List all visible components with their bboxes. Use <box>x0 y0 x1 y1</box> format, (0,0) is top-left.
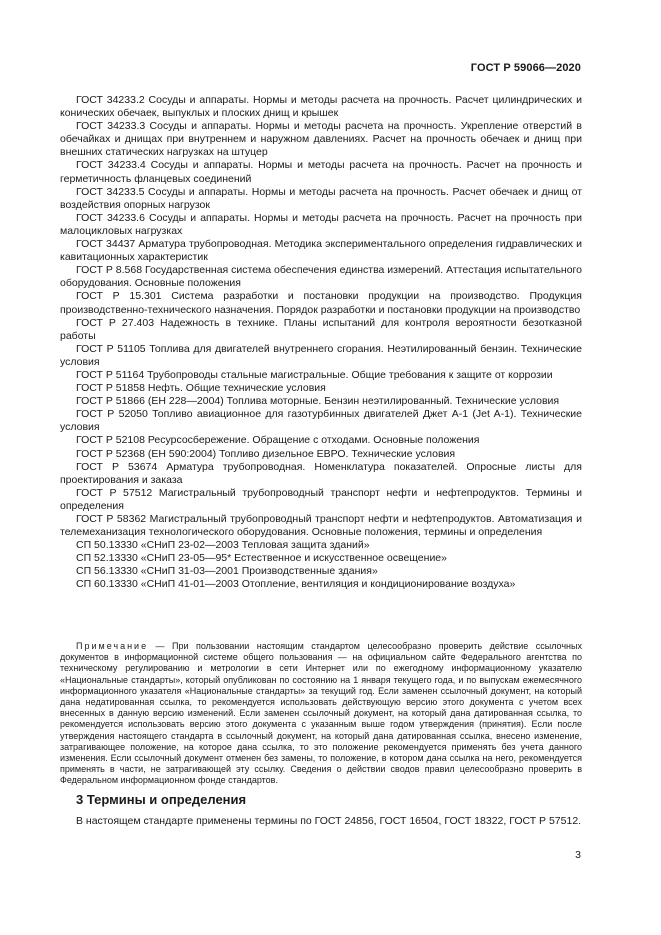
reference-item: ГОСТ Р 52108 Ресурсосбережение. Обращение с отходами. Основные положения <box>76 434 480 447</box>
note-text: — При пользовании настоящим стандартом целесообразно проверить действие ссылочных документов в информационной системе общего пользования — на официальном сайте Федерального агентства по техническому регулированию и метрологии в сети Интернет или по ежегодному информационному указателю «Национальные стандарты», который опубликован по состоянию на 1 января текущего года, и по выпускам ежемесячного информационного указателя «Национальные стандарты» за текущий год. Если заменен ссылочный документ, на который дана недатированная ссылка, то рекомендуется использовать действующую версию этого документа с учетом всех внесенных в данную версию изменений. Если заменен ссылочный документ, на который дана датированная ссылка, то рекомендуется использовать версию этого документа с указанным выше годом утверждения (принятия). Если после утверждения настоящего стандарта в ссылочный документ, на который дана датированная ссылка, внесено изменение, затрагивающее положение, на которое дана ссылка, то это положение рекомендуется применять без учета данного изменения. Если ссылочный документ отменен без замены, то положение, в котором дана ссылка на него, рекомендуется применять в части, не затрагивающей эту ссылку. Сведения о действии сводов правил целесообразно проверить в Федеральном информационном фонде стандартов. <box>60 641 582 786</box>
reference-item: ГОСТ Р 51164 Трубопроводы стальные магистральные. Общие требования к защите от коррозии <box>76 368 553 381</box>
section-body: В настоящем стандарте применены термины по ГОСТ 24856, ГОСТ 16504, ГОСТ 18322, ГОСТ Р 57512. <box>76 815 582 827</box>
page-number: 3 <box>575 849 581 861</box>
reference-item: ГОСТ Р 57512 Магистральный трубопроводный транспорт нефти и нефтепродуктов. Термины и определения <box>60 486 582 512</box>
reference-item: ГОСТ Р 8.568 Государственная система обеспечения единства измерений. Аттестация испытательного оборудования. Основные положения <box>60 264 582 290</box>
reference-item: ГОСТ Р 27.403 Надежность в технике. Планы испытаний для контроля вероятности безотказной работы <box>60 316 582 342</box>
reference-item: ГОСТ Р 15.301 Система разработки и постановки продукции на производство. Продукция производственно-технического назначения. Порядок разработки и постановки продукции на производство <box>60 290 582 316</box>
reference-item: ГОСТ Р 51105 Топлива для двигателей внутреннего сгорания. Неэтилированный бензин. Технические условия <box>60 342 582 368</box>
reference-item: ГОСТ Р 52050 Топливо авиационное для газотурбинных двигателей Джет А-1 (Jet A-1). Технические условия <box>60 408 582 434</box>
reference-item: ГОСТ 34233.5 Сосуды и аппараты. Нормы и методы расчета на прочность. Расчет обечаек и днищ от воздействия опорных нагрузок <box>60 185 582 211</box>
reference-item: ГОСТ Р 53674 Арматура трубопроводная. Номенклатура показателей. Опросные листы для проектирования и заказа <box>60 460 582 486</box>
reference-item: СП 50.13330 «СНиП 23-02—2003 Тепловая защита зданий» <box>76 539 370 552</box>
reference-item: ГОСТ Р 51858 Нефть. Общие технические условия <box>76 382 326 395</box>
reference-item: ГОСТ Р 52368 (ЕН 590:2004) Топливо дизельное ЕВРО. Технические условия <box>76 447 456 460</box>
reference-item: ГОСТ 34233.3 Сосуды и аппараты. Нормы и методы расчета на прочность. Укрепление отверстий в обечайках и днищах при внутреннем и наружном давлениях. Расчет на прочность обечаек и днищ при внешних статических нагрузках на штуцер <box>60 120 582 159</box>
normative-references-list <box>60 94 582 592</box>
reference-item: ГОСТ 34233.6 Сосуды и аппараты. Нормы и методы расчета на прочность. Расчет на прочность при малоцикловых нагрузках <box>60 211 582 237</box>
reference-item: ГОСТ Р 58362 Магистральный трубопроводный транспорт нефти и нефтепродуктов. Автоматизация и телемеханизация технологического оборудования. Основные положения, термины и определения <box>60 513 582 539</box>
reference-item: ГОСТ Р 51866 (ЕН 228—2004) Топлива моторные. Бензин неэтилированный. Технические условия <box>76 395 560 408</box>
reference-item: СП 60.13330 «СНиП 41-01—2003 Отопление, вентиляция и кондиционирование воздуха» <box>76 578 516 591</box>
note-paragraph <box>60 641 582 787</box>
reference-item: ГОСТ 34233.2 Сосуды и аппараты. Нормы и методы расчета на прочность. Расчет цилиндрических и конических обечаек, выпуклых и плоских днищ и крышек <box>60 94 582 120</box>
reference-item: СП 56.13330 «СНиП 31-03—2001 Производственные здания» <box>76 565 378 578</box>
section-heading: 3 Термины и определения <box>76 792 247 807</box>
document-header-id: ГОСТ Р 59066—2020 <box>470 62 581 74</box>
reference-item: СП 52.13330 «СНиП 23-05—95* Естественное и искусственное освещение» <box>76 552 447 565</box>
reference-item: ГОСТ 34233.4 Сосуды и аппараты. Нормы и методы расчета на прочность. Расчет на прочность и герметичность фланцевых соединений <box>60 159 582 185</box>
note-block <box>60 641 582 787</box>
note-label: Примечание <box>76 641 149 651</box>
reference-item: ГОСТ 34437 Арматура трубопроводная. Методика экспериментального определения гидравлических и кавитационных характеристик <box>60 238 582 264</box>
